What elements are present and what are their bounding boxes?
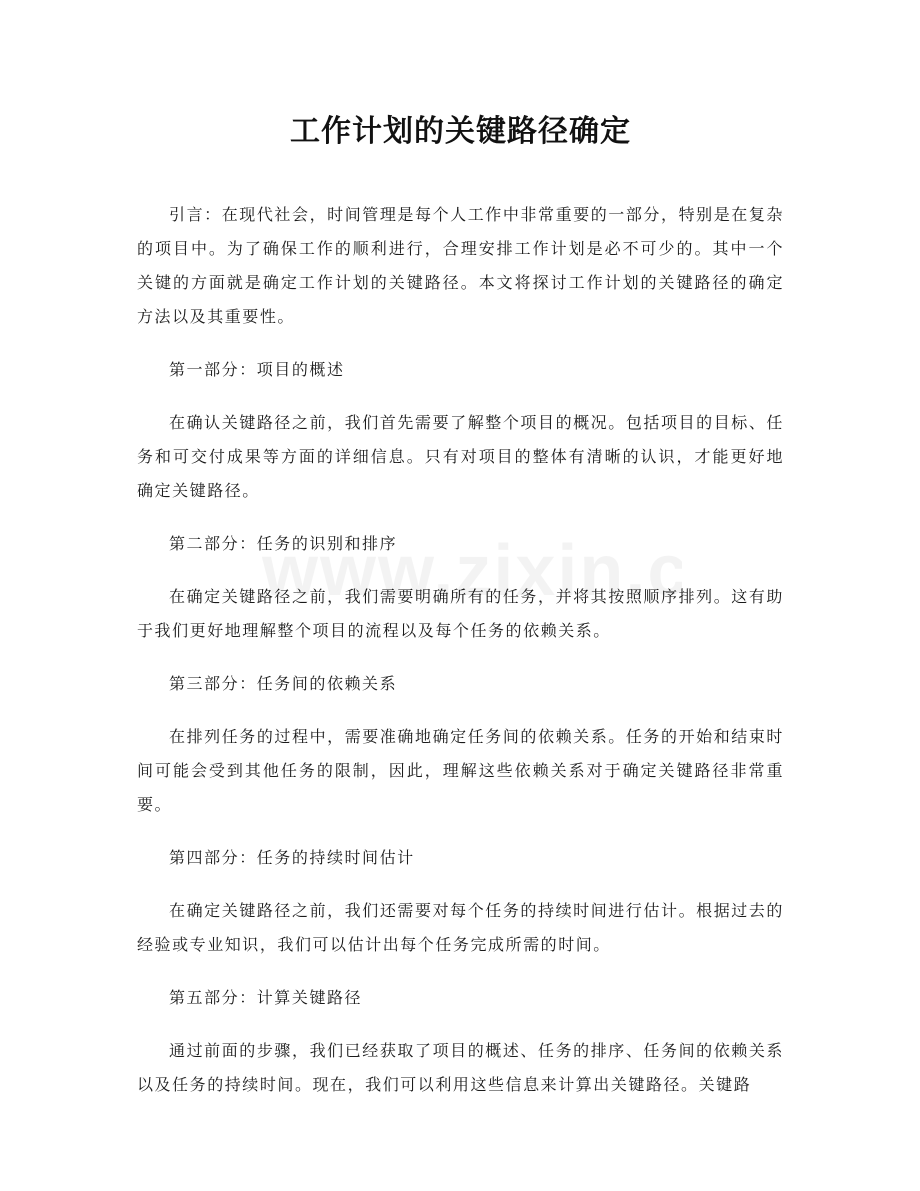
section-paragraph-3: 在排列任务的过程中，需要准确地确定任务间的依赖关系。任务的开始和结束时间可能会受到其他任务的限制，因此，理解这些依赖关系对于确定关键路径非常重要。 — [137, 727, 784, 814]
section-heading-4: 第四部分：任务的持续时间估计 — [169, 848, 415, 867]
section-heading-1: 第一部分：项目的概述 — [169, 360, 345, 379]
section-paragraph-5: 通过前面的步骤，我们已经获取了项目的概述、任务的排序、任务间的依赖关系以及任务的持续时间。现在，我们可以利用这些信息来计算出关键路径。关键路 — [137, 1041, 784, 1094]
section-heading-5: 第五部分：计算关键路径 — [169, 988, 363, 1007]
section-paragraph-1: 在确认关键路径之前，我们首先需要了解整个项目的概况。包括项目的目标、任务和可交付成果等方面的详细信息。只有对项目的整体有清晰的认识，才能更好地确定关键路径。 — [137, 413, 784, 500]
section-paragraph-4: 在确定关键路径之前，我们还需要对每个任务的持续时间进行估计。根据过去的经验或专业知识，我们可以估计出每个任务完成所需的时间。 — [137, 901, 784, 954]
section-heading-2: 第二部分：任务的识别和排序 — [169, 534, 398, 553]
section-paragraph-2: 在确定关键路径之前，我们需要明确所有的任务，并将其按照顺序排列。这有助于我们更好地理解整个项目的流程以及每个任务的依赖关系。 — [137, 587, 784, 640]
section-heading-3: 第三部分：任务间的依赖关系 — [169, 674, 398, 693]
document-title: 工作计划的关键路径确定 — [290, 114, 631, 149]
intro-paragraph: 引言：在现代社会，时间管理是每个人工作中非常重要的一部分，特别是在复杂的项目中。为了确保工作的顺利进行，合理安排工作计划是必不可少的。其中一个关键的方面就是确定工作计划的关键路径。本文将探讨工作计划的关键路径的确定方法以及其重要性。 — [137, 205, 784, 326]
